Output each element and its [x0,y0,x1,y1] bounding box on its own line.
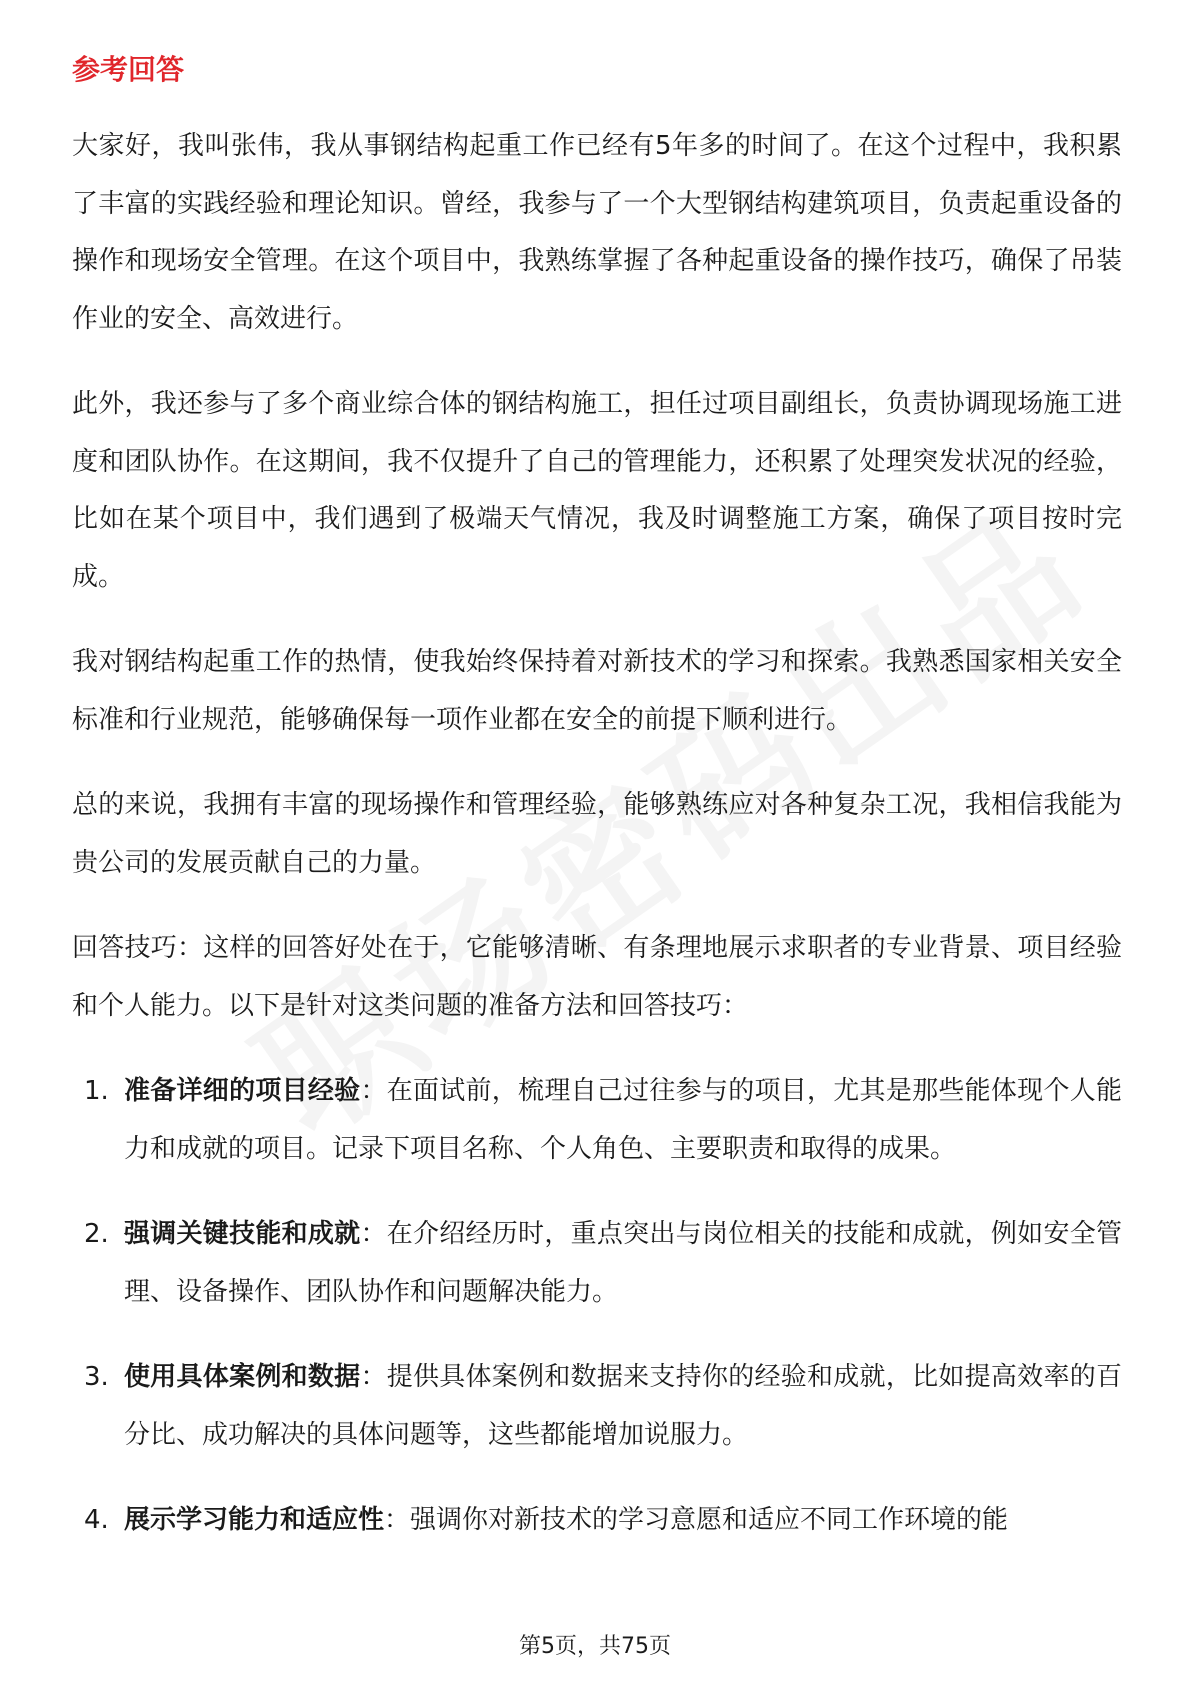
list-item-text: ：在面试前，梳理自己过往参与的项目，尤其是那些能体现个人能力和成就的项目。记录下项目名称、个人角色、主要职责和取得的成果。 [124,1076,1122,1164]
paragraph: 回答技巧：这样的回答好处在于，它能够清晰、有条理地展示求职者的专业背景、项目经验和个人能力。以下是针对这类问题的准备方法和回答技巧： [72,933,1122,1021]
answer-content [72,118,1122,1578]
section-heading: 参考回答 [72,53,185,86]
list-item-title: 强调关键技能和成就 [124,1219,361,1249]
list-item [72,1349,1122,1464]
tips-list [72,1063,1122,1550]
paragraph: 大家好，我叫张伟，我从事钢结构起重工作已经有5年多的时间了。在这个过程中，我积累了丰富的实践经验和理论知识。曾经，我参与了一个大型钢结构建筑项目，负责起重设备的操作和现场安全管理。在这个项目中，我熟练掌握了各种起重设备的操作技巧，确保了吊装作业的安全、高效进行。 [72,131,1122,334]
list-item-text: ：在介绍经历时，重点突出与岗位相关的技能和成就，例如安全管理、设备操作、团队协作和问题解决能力。 [124,1219,1122,1307]
paragraph: 此外，我还参与了多个商业综合体的钢结构施工，担任过项目副组长，负责协调现场施工进度和团队协作。在这期间，我不仅提升了自己的管理能力，还积累了处理突发状况的经验，比如在某个项目中，我们遇到了极端天气情况，我及时调整施工方案，确保了项目按时完成。 [72,389,1122,592]
list-number: 4. [84,1505,109,1535]
list-item [72,1492,1122,1550]
list-item-title: 准备详细的项目经验 [124,1076,361,1106]
list-number: 3. [84,1362,109,1392]
paragraph: 我对钢结构起重工作的热情，使我始终保持着对新技术的学习和探索。我熟悉国家相关安全标准和行业规范，能够确保每一项作业都在安全的前提下顺利进行。 [72,647,1122,735]
list-item-title: 展示学习能力和适应性 [124,1505,385,1535]
page-number: 第5页，共75页 [519,1634,671,1659]
list-item-title: 使用具体案例和数据 [124,1362,361,1392]
list-item-text: ：提供具体案例和数据来支持你的经验和成就，比如提高效率的百分比、成功解决的具体问题等，这些都能增加说服力。 [124,1362,1122,1450]
list-item [72,1063,1122,1178]
list-number: 1. [84,1076,109,1106]
paragraph: 总的来说，我拥有丰富的现场操作和管理经验，能够熟练应对各种复杂工况，我相信我能为贵公司的发展贡献自己的力量。 [72,790,1122,878]
list-item [72,1206,1122,1321]
list-item-text: ：强调你对新技术的学习意愿和适应不同工作环境的能 [384,1505,1009,1535]
list-number: 2. [84,1219,109,1249]
